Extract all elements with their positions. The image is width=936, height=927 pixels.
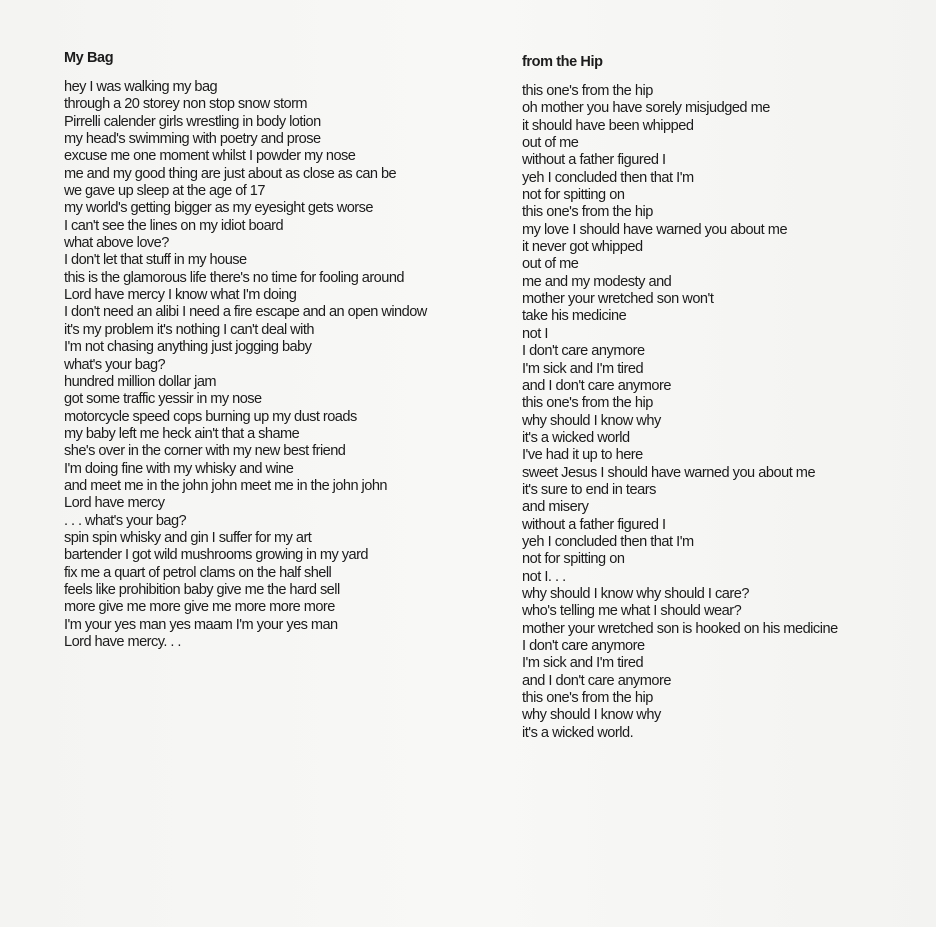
lyric-line: I can't see the lines on my idiot board <box>64 217 284 234</box>
lyric-line: Lord have mercy I know what I'm doing <box>64 287 297 304</box>
lyric-line: this is the glamorous life there's no time for fooling around <box>64 269 404 286</box>
lyric-line: I don't let that stuff in my house <box>64 252 247 269</box>
lyric-line: without a father figured I <box>522 516 666 533</box>
lyric-line: Lord have mercy. . . <box>64 634 181 650</box>
lyric-line: got some traffic yessir in my nose <box>64 391 262 408</box>
lyric-line: I've had it up to here <box>522 447 643 464</box>
song-my-bag <box>64 49 514 651</box>
lyric-line: this one's from the hip <box>522 204 653 221</box>
lyric-line: it's a wicked world. <box>522 724 634 741</box>
lyric-line: . . . what's your bag? <box>64 512 187 529</box>
lyric-line: who's telling me what I should wear? <box>522 603 742 620</box>
lyrics-list <box>64 79 514 651</box>
lyric-line: why should I know why should I care? <box>522 585 749 602</box>
lyric-line: yeh I concluded then that I'm <box>522 169 694 186</box>
lyric-line: excuse me one moment whilst I powder my nose <box>64 148 356 165</box>
lyric-line: I'm doing fine with my whisky and wine <box>64 460 294 477</box>
lyric-line: it should have been whipped <box>522 117 694 134</box>
lyric-line: take his medicine <box>522 308 627 325</box>
lyric-line: out of me <box>522 256 579 273</box>
song-title: from the Hip <box>522 54 603 70</box>
lyric-line: and I don't care anymore <box>522 672 671 689</box>
lyric-line: this one's from the hip <box>522 395 653 412</box>
lyric-line: this one's from the hip <box>522 83 653 99</box>
lyric-line: what above love? <box>64 235 169 252</box>
lyric-line: we gave up sleep at the age of 17 <box>64 183 265 200</box>
lyric-line: and I don't care anymore <box>522 377 671 394</box>
lyric-line: it's my problem it's nothing I can't deal with <box>64 321 314 338</box>
lyric-line: out of me <box>522 135 579 152</box>
lyric-line: yeh I concluded then that I'm <box>522 533 694 550</box>
lyric-line: Lord have mercy <box>64 495 165 512</box>
lyric-line: hundred million dollar jam <box>64 373 216 390</box>
lyric-line: I'm not chasing anything just jogging baby <box>64 339 312 356</box>
song-title: My Bag <box>64 50 114 66</box>
song-from-the-hip <box>522 53 927 742</box>
lyric-line: my head's swimming with poetry and prose <box>64 131 321 148</box>
lyric-line: bartender I got wild mushrooms growing in my yard <box>64 547 368 564</box>
lyric-line: it's sure to end in tears <box>522 481 656 498</box>
lyric-line: why should I know why <box>522 707 661 724</box>
lyric-line: feels like prohibition baby give me the hard sell <box>64 581 340 598</box>
lyric-line: me and my modesty and <box>522 273 672 290</box>
lyric-line: what's your bag? <box>64 356 166 373</box>
lyric-line: and misery <box>522 499 589 516</box>
lyric-line: it's a wicked world <box>522 429 630 446</box>
lyric-line: my world's getting bigger as my eyesight gets worse <box>64 200 373 217</box>
lyric-line: Pirrelli calender girls wrestling in body lotion <box>64 113 321 130</box>
lyric-line: fix me a quart of petrol clams on the half shell <box>64 564 332 581</box>
lyric-line: I'm sick and I'm tired <box>522 655 644 672</box>
lyric-line: without a father figured I <box>522 152 666 169</box>
lyric-line: sweet Jesus I should have warned you about me <box>522 464 816 481</box>
lyric-line: spin spin whisky and gin I suffer for my art <box>64 529 312 546</box>
lyric-line: not for spitting on <box>522 187 625 204</box>
lyric-line: my baby left me heck ain't that a shame <box>64 425 300 442</box>
lyric-line: hey I was walking my bag <box>64 79 218 95</box>
lyric-line: and meet me in the john john meet me in the john john <box>64 477 387 494</box>
lyric-line: mother your wretched son won't <box>522 291 714 308</box>
lyric-line: it never got whipped <box>522 239 643 256</box>
lyric-line: oh mother you have sorely misjudged me <box>522 100 770 117</box>
lyric-line: mother your wretched son is hooked on his medicine <box>522 620 838 637</box>
lyric-line: I'm your yes man yes maam I'm your yes man <box>64 616 338 633</box>
lyric-line: she's over in the corner with my new best friend <box>64 443 346 460</box>
lyric-line: me and my good thing are just about as close as can be <box>64 165 397 182</box>
lyric-line: not for spitting on <box>522 551 625 568</box>
lyric-line: through a 20 storey non stop snow storm <box>64 96 308 113</box>
lyric-line: not I <box>522 325 548 342</box>
lyric-line: not I. . . <box>522 568 566 585</box>
lyric-line: motorcycle speed cops burning up my dust roads <box>64 408 357 425</box>
lyric-line: more give me more give me more more more <box>64 599 335 616</box>
lyric-line: I'm sick and I'm tired <box>522 360 644 377</box>
lyric-line: I don't need an alibi I need a fire escape and an open window <box>64 304 427 321</box>
lyric-line: my love I should have warned you about me <box>522 221 788 238</box>
lyric-line: I don't care anymore <box>522 343 645 360</box>
lyric-line: why should I know why <box>522 412 661 429</box>
lyric-line: this one's from the hip <box>522 690 653 707</box>
lyrics-list <box>522 83 927 742</box>
lyric-line: I don't care anymore <box>522 638 645 654</box>
